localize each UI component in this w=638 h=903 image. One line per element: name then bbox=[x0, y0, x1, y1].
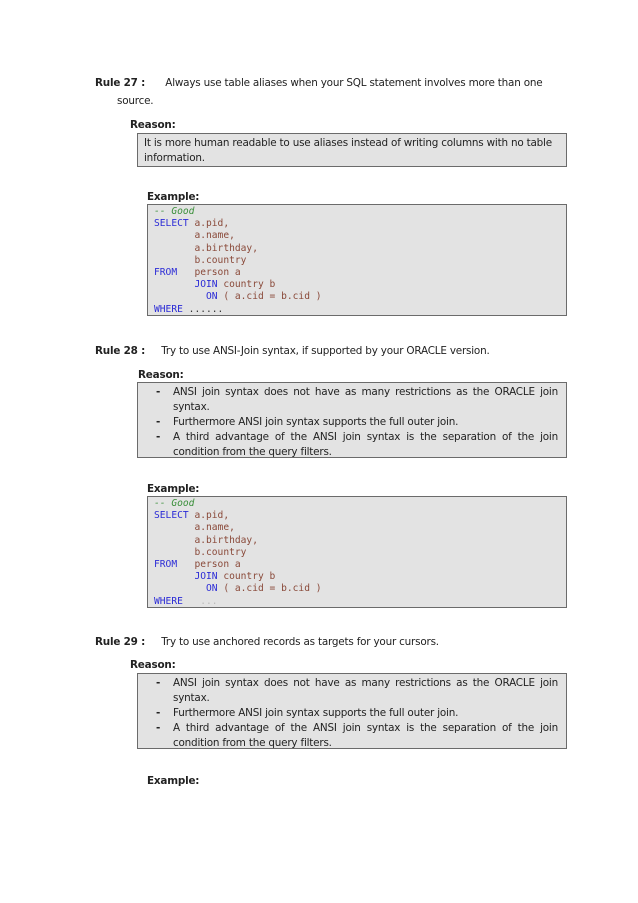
code-from-keyword: FROM bbox=[154, 267, 178, 279]
list-item: - A third advantage of the ANSI join syntax is the separation of the join condition from the query filters. bbox=[146, 721, 558, 751]
rule-28-example-label: Example: bbox=[147, 483, 200, 495]
rule-27-code-block bbox=[147, 204, 567, 316]
code-on-condition: ( a.cid = b.cid ) bbox=[223, 583, 322, 595]
list-item: - Furthermore ANSI join syntax supports the full outer join. bbox=[146, 415, 558, 430]
code-where-keyword: WHERE bbox=[154, 303, 183, 315]
rule-27-reason-label: Reason: bbox=[130, 119, 176, 131]
list-item: - Furthermore ANSI join syntax supports the full outer join. bbox=[146, 706, 558, 721]
rule-28-text: Try to use ANSI-Join syntax, if supported by your ORACLE version. bbox=[161, 345, 490, 357]
rule-27-text-continued: source. bbox=[117, 95, 154, 107]
code-column: a.name, bbox=[194, 522, 235, 534]
code-select-keyword: SELECT bbox=[154, 218, 189, 230]
rule-27-heading bbox=[95, 75, 565, 91]
rule-27-text: Always use table aliases when your SQL statement involves more than one bbox=[165, 77, 543, 89]
code-column: b.country bbox=[194, 546, 247, 558]
code-join-keyword: JOIN bbox=[194, 571, 218, 583]
code-on-keyword: ON bbox=[205, 583, 218, 595]
code-select-column: a.pid, bbox=[194, 218, 230, 230]
rule-27-reason-text: It is more human readable to use aliases instead of writing columns with no table information. bbox=[144, 137, 552, 164]
rule-29-reason-list bbox=[146, 676, 558, 751]
rule-28-label: Rule 28 : bbox=[95, 345, 146, 357]
code-select-keyword: SELECT bbox=[154, 510, 189, 522]
code-join-table: country b bbox=[223, 571, 276, 583]
list-item: - ANSI join syntax does not have as many restrictions as the ORACLE join syntax. bbox=[146, 676, 558, 706]
code-comment: -- Good bbox=[154, 206, 195, 217]
rule-28-reason-box bbox=[137, 382, 567, 458]
code-comment: -- Good bbox=[154, 498, 195, 509]
code-column: a.birthday, bbox=[194, 534, 258, 546]
rule-29-reason-box bbox=[137, 673, 567, 749]
code-column: a.birthday, bbox=[194, 242, 258, 254]
rule-29-label: Rule 29 : bbox=[95, 636, 146, 648]
rule-29-text: Try to use anchored records as targets for your cursors. bbox=[161, 636, 439, 648]
code-column: a.name, bbox=[194, 230, 235, 242]
code-column: b.country bbox=[194, 254, 247, 266]
rule-28-reason-list bbox=[146, 385, 558, 460]
code-from-table: person a bbox=[194, 267, 241, 279]
rule-29-example-label: Example: bbox=[147, 775, 200, 787]
rule-28-heading bbox=[95, 343, 565, 359]
code-where-keyword: WHERE bbox=[154, 595, 183, 607]
rule-27-code bbox=[154, 206, 322, 316]
rule-27-example-label: Example: bbox=[147, 191, 200, 203]
rule-29-heading bbox=[95, 634, 565, 650]
rule-28-reason-label: Reason: bbox=[138, 369, 184, 381]
rule-29-reason-label: Reason: bbox=[130, 659, 176, 671]
rule-27-label: Rule 27 : bbox=[95, 77, 146, 89]
code-from-keyword: FROM bbox=[154, 559, 178, 571]
rule-27-reason-box bbox=[137, 133, 567, 167]
rule-28-code bbox=[154, 498, 322, 608]
code-where-rest: ... bbox=[200, 595, 218, 607]
rule-28-code-block bbox=[147, 496, 567, 608]
code-where-rest: ...... bbox=[188, 303, 224, 315]
code-from-table: person a bbox=[194, 559, 241, 571]
list-item: - ANSI join syntax does not have as many restrictions as the ORACLE join syntax. bbox=[146, 385, 558, 415]
code-on-keyword: ON bbox=[205, 291, 218, 303]
code-select-column: a.pid, bbox=[194, 510, 230, 522]
code-on-condition: ( a.cid = b.cid ) bbox=[223, 291, 322, 303]
list-item: - A third advantage of the ANSI join syntax is the separation of the join condition from the query filters. bbox=[146, 430, 558, 460]
code-join-table: country b bbox=[223, 279, 276, 291]
code-join-keyword: JOIN bbox=[194, 279, 218, 291]
